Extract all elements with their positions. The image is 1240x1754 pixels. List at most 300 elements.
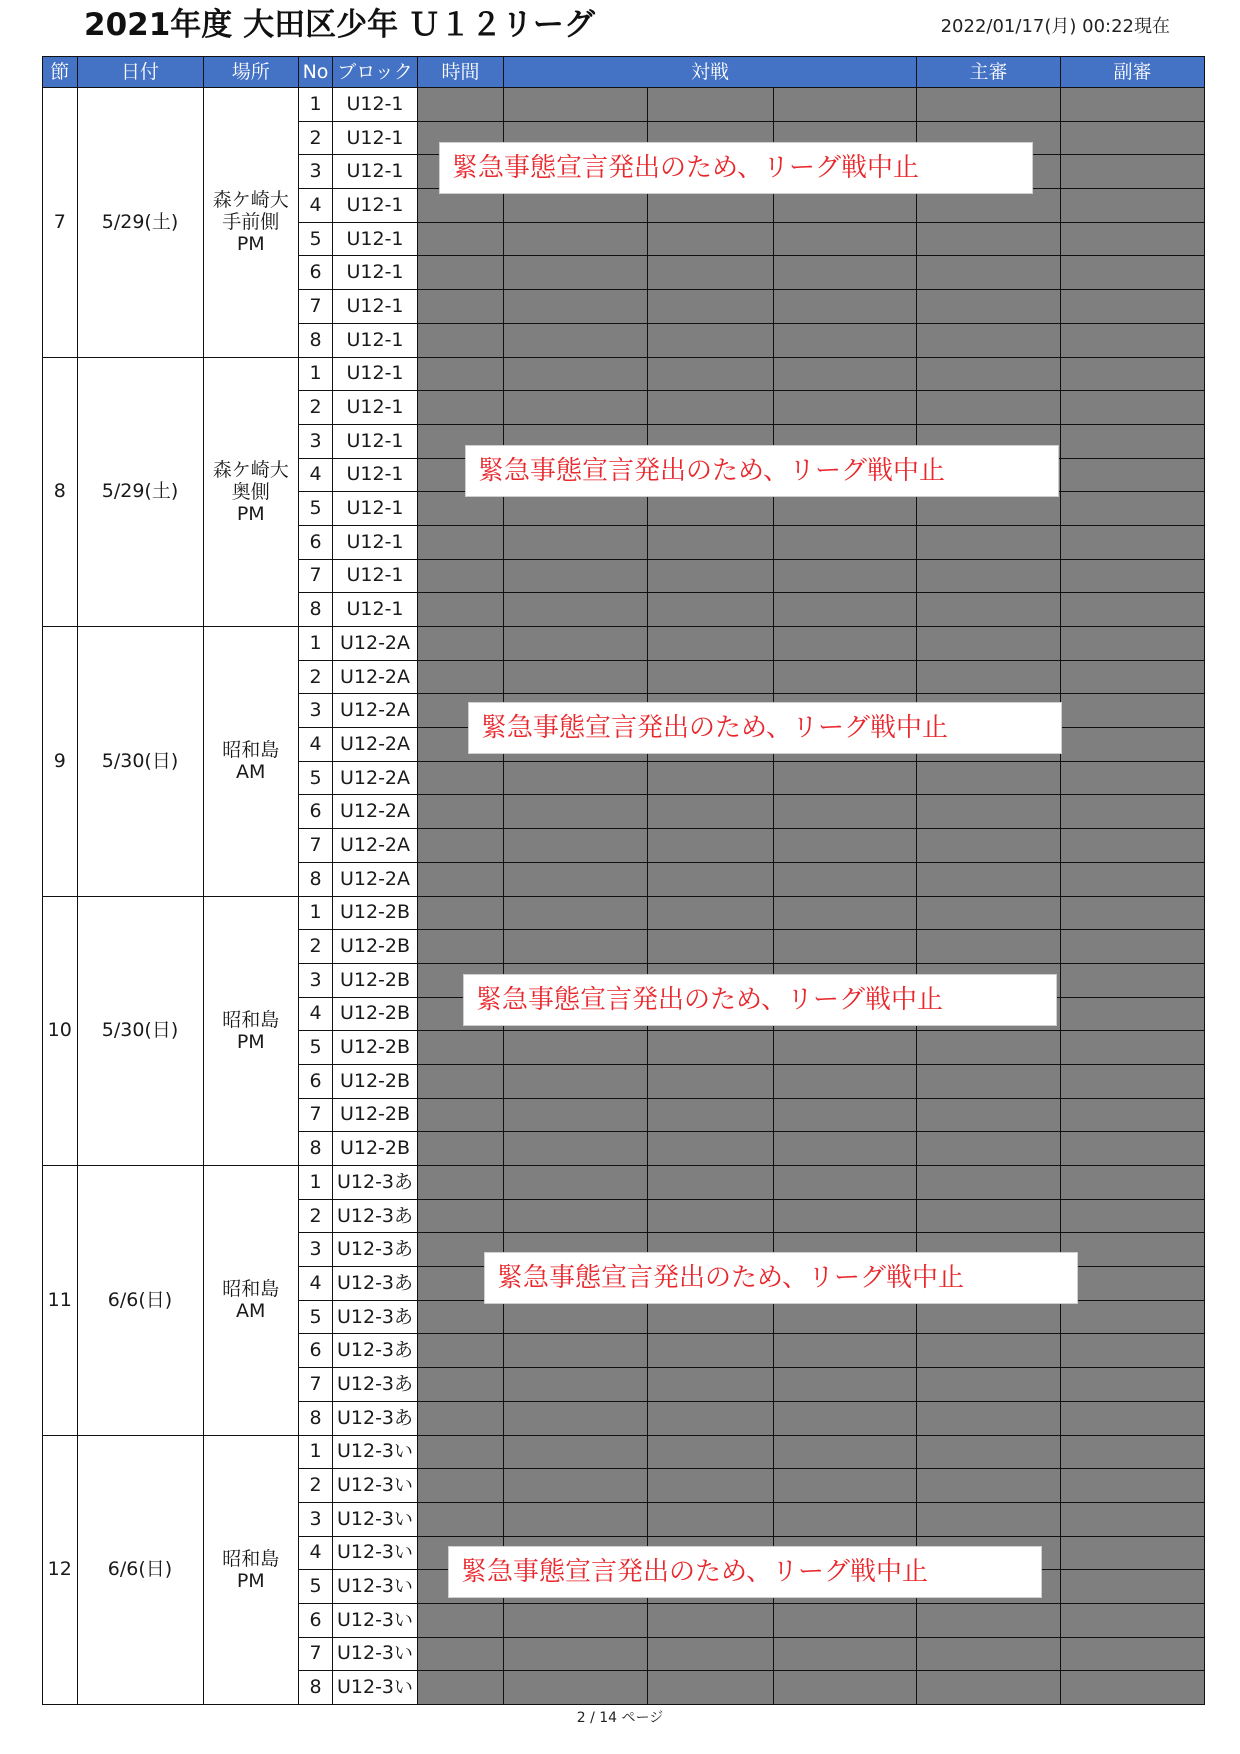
block-cell: U12-1 xyxy=(333,121,418,155)
assistant-referee-cell xyxy=(1061,1031,1205,1065)
block-cell: U12-1 xyxy=(333,458,418,492)
match-cell xyxy=(774,357,917,391)
assistant-referee-cell xyxy=(1061,1603,1205,1637)
match-cell xyxy=(504,88,648,122)
match-no-cell: 8 xyxy=(299,1132,333,1166)
time-cell xyxy=(418,1031,504,1065)
match-cell xyxy=(504,256,648,290)
time-cell xyxy=(418,1098,504,1132)
block-cell: U12-2B xyxy=(333,1132,418,1166)
match-no-cell: 8 xyxy=(299,1401,333,1435)
cancellation-notice: 緊急事態宣言発出のため、リーグ戦中止 xyxy=(465,445,1059,497)
match-no-cell: 1 xyxy=(299,627,333,661)
match-cell xyxy=(504,1671,648,1705)
match-cell xyxy=(504,1637,648,1671)
header-referee: 主審 xyxy=(917,57,1061,88)
match-no-cell: 5 xyxy=(299,222,333,256)
match-cell xyxy=(504,1132,648,1166)
match-row xyxy=(43,1166,1205,1200)
match-no-cell: 4 xyxy=(299,458,333,492)
venue-line: 手前側 xyxy=(222,211,280,234)
block-cell: U12-2B xyxy=(333,1064,418,1098)
block-cell: U12-2B xyxy=(333,1098,418,1132)
match-cell xyxy=(648,256,774,290)
match-cell xyxy=(648,290,774,324)
match-cell xyxy=(648,222,774,256)
referee-cell xyxy=(917,256,1061,290)
assistant-referee-cell xyxy=(1061,1671,1205,1705)
time-cell xyxy=(418,795,504,829)
time-cell xyxy=(418,1637,504,1671)
time-cell xyxy=(418,1199,504,1233)
match-no-cell: 2 xyxy=(299,121,333,155)
match-row xyxy=(43,88,1205,122)
referee-cell xyxy=(917,1502,1061,1536)
referee-cell xyxy=(917,593,1061,627)
block-cell: U12-2B xyxy=(333,997,418,1031)
referee-cell xyxy=(917,222,1061,256)
time-cell xyxy=(418,323,504,357)
block-cell: U12-1 xyxy=(333,256,418,290)
assistant-referee-cell xyxy=(1061,761,1205,795)
block-cell: U12-3あ xyxy=(333,1401,418,1435)
match-cell xyxy=(648,930,774,964)
match-cell xyxy=(648,1435,774,1469)
match-cell xyxy=(504,829,648,863)
schedule-body xyxy=(43,88,1205,1705)
match-cell xyxy=(648,1637,774,1671)
header-match: 対戦 xyxy=(504,57,917,88)
match-no-cell: 6 xyxy=(299,1603,333,1637)
match-no-cell: 1 xyxy=(299,357,333,391)
match-no-cell: 2 xyxy=(299,930,333,964)
round-number-cell: 11 xyxy=(43,1166,78,1436)
time-cell xyxy=(418,290,504,324)
cancellation-notice: 緊急事態宣言発出のため、リーグ戦中止 xyxy=(463,974,1057,1026)
table-header-row xyxy=(43,57,1205,88)
block-cell: U12-3あ xyxy=(333,1199,418,1233)
match-cell xyxy=(504,222,648,256)
match-cell xyxy=(648,1334,774,1368)
referee-cell xyxy=(917,525,1061,559)
match-row xyxy=(43,357,1205,391)
referee-cell xyxy=(917,1098,1061,1132)
assistant-referee-cell xyxy=(1061,896,1205,930)
venue-line: PM xyxy=(236,502,265,525)
match-cell xyxy=(648,1098,774,1132)
date-cell: 5/29(土) xyxy=(77,88,203,358)
match-cell xyxy=(504,1469,648,1503)
block-cell: U12-2A xyxy=(333,795,418,829)
match-cell xyxy=(648,1031,774,1065)
match-no-cell: 2 xyxy=(299,660,333,694)
referee-cell xyxy=(917,1469,1061,1503)
match-no-cell: 2 xyxy=(299,391,333,425)
match-cell xyxy=(774,559,917,593)
page-number: 2 / 14 ページ xyxy=(576,1710,664,1726)
match-cell xyxy=(774,323,917,357)
match-cell xyxy=(774,1132,917,1166)
match-cell xyxy=(504,1031,648,1065)
match-cell xyxy=(774,88,917,122)
block-cell: U12-3あ xyxy=(333,1368,418,1402)
venue-line: 昭和島 xyxy=(222,739,280,762)
match-cell xyxy=(774,627,917,661)
assistant-referee-cell xyxy=(1061,660,1205,694)
match-cell xyxy=(504,1502,648,1536)
match-cell xyxy=(648,829,774,863)
cancellation-notice: 緊急事態宣言発出のため、リーグ戦中止 xyxy=(484,1252,1078,1304)
block-cell: U12-2B xyxy=(333,963,418,997)
match-cell xyxy=(504,1166,648,1200)
block-cell: U12-1 xyxy=(333,593,418,627)
assistant-referee-cell xyxy=(1061,189,1205,223)
time-cell xyxy=(418,761,504,795)
match-cell xyxy=(504,559,648,593)
assistant-referee-cell xyxy=(1061,492,1205,526)
match-cell xyxy=(648,1199,774,1233)
match-no-cell: 3 xyxy=(299,694,333,728)
cancellation-notice: 緊急事態宣言発出のため、リーグ戦中止 xyxy=(448,1546,1042,1598)
referee-cell xyxy=(917,391,1061,425)
assistant-referee-cell xyxy=(1061,1469,1205,1503)
match-cell xyxy=(648,1300,774,1334)
assistant-referee-cell xyxy=(1061,1401,1205,1435)
round-number-cell: 10 xyxy=(43,896,78,1166)
referee-cell xyxy=(917,1401,1061,1435)
assistant-referee-cell xyxy=(1061,862,1205,896)
assistant-referee-cell xyxy=(1061,694,1205,728)
match-cell xyxy=(774,1637,917,1671)
block-cell: U12-2A xyxy=(333,627,418,661)
match-cell xyxy=(774,1502,917,1536)
match-no-cell: 8 xyxy=(299,1671,333,1705)
time-cell xyxy=(418,525,504,559)
match-cell xyxy=(648,1401,774,1435)
assistant-referee-cell xyxy=(1061,323,1205,357)
assistant-referee-cell xyxy=(1061,525,1205,559)
match-no-cell: 6 xyxy=(299,795,333,829)
block-cell: U12-3い xyxy=(333,1435,418,1469)
match-cell xyxy=(504,761,648,795)
block-cell: U12-1 xyxy=(333,189,418,223)
venue-line: 森ケ崎大 xyxy=(212,458,289,481)
time-cell xyxy=(418,593,504,627)
time-cell xyxy=(418,862,504,896)
match-no-cell: 1 xyxy=(299,1435,333,1469)
time-cell xyxy=(418,391,504,425)
match-no-cell: 3 xyxy=(299,424,333,458)
match-cell xyxy=(504,1603,648,1637)
time-cell xyxy=(418,1671,504,1705)
assistant-referee-cell xyxy=(1061,1199,1205,1233)
match-no-cell: 7 xyxy=(299,1637,333,1671)
block-cell: U12-1 xyxy=(333,290,418,324)
referee-cell xyxy=(917,930,1061,964)
assistant-referee-cell xyxy=(1061,1570,1205,1604)
match-cell xyxy=(648,761,774,795)
block-cell: U12-1 xyxy=(333,424,418,458)
match-cell xyxy=(774,222,917,256)
venue-line: AM xyxy=(236,761,266,784)
match-row xyxy=(43,896,1205,930)
referee-cell xyxy=(917,829,1061,863)
match-cell xyxy=(648,525,774,559)
block-cell: U12-2B xyxy=(333,1031,418,1065)
assistant-referee-cell xyxy=(1061,357,1205,391)
venue-line: 昭和島 xyxy=(222,1008,280,1031)
block-cell: U12-2B xyxy=(333,930,418,964)
referee-cell xyxy=(917,1064,1061,1098)
time-cell xyxy=(418,256,504,290)
referee-cell xyxy=(917,1637,1061,1671)
assistant-referee-cell xyxy=(1061,1166,1205,1200)
time-cell xyxy=(418,1064,504,1098)
match-cell xyxy=(774,1401,917,1435)
time-cell xyxy=(418,357,504,391)
block-cell: U12-2A xyxy=(333,862,418,896)
match-no-cell: 6 xyxy=(299,1334,333,1368)
match-cell xyxy=(774,1435,917,1469)
referee-cell xyxy=(917,1132,1061,1166)
block-cell: U12-2B xyxy=(333,896,418,930)
time-cell xyxy=(418,88,504,122)
venue-line: PM xyxy=(236,1030,265,1053)
match-cell xyxy=(504,1401,648,1435)
time-cell xyxy=(418,829,504,863)
match-no-cell: 3 xyxy=(299,963,333,997)
match-cell xyxy=(774,795,917,829)
block-cell: U12-3あ xyxy=(333,1233,418,1267)
referee-cell xyxy=(917,290,1061,324)
match-no-cell: 8 xyxy=(299,593,333,627)
referee-cell xyxy=(917,862,1061,896)
match-no-cell: 5 xyxy=(299,1570,333,1604)
match-no-cell: 8 xyxy=(299,862,333,896)
assistant-referee-cell xyxy=(1061,1435,1205,1469)
match-cell xyxy=(774,1671,917,1705)
assistant-referee-cell xyxy=(1061,627,1205,661)
match-cell xyxy=(648,795,774,829)
assistant-referee-cell xyxy=(1061,155,1205,189)
assistant-referee-cell xyxy=(1061,997,1205,1031)
round-number-cell: 12 xyxy=(43,1435,78,1705)
match-cell xyxy=(648,357,774,391)
date-cell: 5/30(日) xyxy=(77,896,203,1166)
header-no: No xyxy=(299,57,333,88)
referee-cell xyxy=(917,1334,1061,1368)
block-cell: U12-3い xyxy=(333,1469,418,1503)
match-cell xyxy=(774,829,917,863)
referee-cell xyxy=(917,795,1061,829)
block-cell: U12-2A xyxy=(333,829,418,863)
match-cell xyxy=(774,1031,917,1065)
match-no-cell: 8 xyxy=(299,323,333,357)
match-cell xyxy=(774,1368,917,1402)
referee-cell xyxy=(917,559,1061,593)
match-cell xyxy=(648,1064,774,1098)
block-cell: U12-1 xyxy=(333,357,418,391)
referee-cell xyxy=(917,1166,1061,1200)
block-cell: U12-3い xyxy=(333,1603,418,1637)
block-cell: U12-1 xyxy=(333,525,418,559)
match-no-cell: 1 xyxy=(299,896,333,930)
match-cell xyxy=(504,1199,648,1233)
match-cell xyxy=(774,391,917,425)
venue-cell xyxy=(203,1166,299,1436)
match-no-cell: 5 xyxy=(299,1031,333,1065)
time-cell xyxy=(418,1166,504,1200)
match-no-cell: 5 xyxy=(299,1300,333,1334)
match-no-cell: 2 xyxy=(299,1469,333,1503)
header-block: ブロック xyxy=(333,57,418,88)
assistant-referee-cell xyxy=(1061,424,1205,458)
match-cell xyxy=(774,862,917,896)
time-cell xyxy=(418,627,504,661)
match-cell xyxy=(774,1300,917,1334)
assistant-referee-cell xyxy=(1061,930,1205,964)
match-cell xyxy=(648,1368,774,1402)
match-cell xyxy=(774,1064,917,1098)
referee-cell xyxy=(917,1031,1061,1065)
time-cell xyxy=(418,1300,504,1334)
time-cell xyxy=(418,1502,504,1536)
match-no-cell: 7 xyxy=(299,290,333,324)
match-no-cell: 7 xyxy=(299,1098,333,1132)
referee-cell xyxy=(917,896,1061,930)
block-cell: U12-2A xyxy=(333,660,418,694)
time-cell xyxy=(418,1435,504,1469)
match-no-cell: 3 xyxy=(299,1233,333,1267)
block-cell: U12-1 xyxy=(333,492,418,526)
match-cell xyxy=(774,1098,917,1132)
date-cell: 6/6(日) xyxy=(77,1435,203,1705)
time-cell xyxy=(418,559,504,593)
match-no-cell: 7 xyxy=(299,1368,333,1402)
match-cell xyxy=(504,290,648,324)
assistant-referee-cell xyxy=(1061,1132,1205,1166)
referee-cell xyxy=(917,1300,1061,1334)
block-cell: U12-3あ xyxy=(333,1300,418,1334)
match-no-cell: 1 xyxy=(299,88,333,122)
match-no-cell: 4 xyxy=(299,997,333,1031)
round-number-cell: 8 xyxy=(43,357,78,627)
venue-line: 森ケ崎大 xyxy=(212,189,289,212)
time-cell xyxy=(418,896,504,930)
venue-line: PM xyxy=(236,1569,265,1592)
block-cell: U12-3い xyxy=(333,1637,418,1671)
block-cell: U12-3い xyxy=(333,1536,418,1570)
match-cell xyxy=(774,256,917,290)
match-cell xyxy=(774,1603,917,1637)
assistant-referee-cell xyxy=(1061,458,1205,492)
match-cell xyxy=(774,1166,917,1200)
assistant-referee-cell xyxy=(1061,88,1205,122)
venue-cell xyxy=(203,1435,299,1705)
match-cell xyxy=(648,1132,774,1166)
match-cell xyxy=(504,1098,648,1132)
venue-line: 昭和島 xyxy=(222,1547,280,1570)
time-cell xyxy=(418,1603,504,1637)
page-title: 2021年度 大田区少年 Ｕ１２リーグ xyxy=(84,7,595,43)
assistant-referee-cell xyxy=(1061,121,1205,155)
match-no-cell: 5 xyxy=(299,492,333,526)
time-cell xyxy=(418,930,504,964)
match-cell xyxy=(774,593,917,627)
block-cell: U12-1 xyxy=(333,323,418,357)
assistant-referee-cell xyxy=(1061,1098,1205,1132)
match-cell xyxy=(504,593,648,627)
match-cell xyxy=(504,1435,648,1469)
match-cell xyxy=(774,1334,917,1368)
referee-cell xyxy=(917,1199,1061,1233)
referee-cell xyxy=(917,627,1061,661)
block-cell: U12-2A xyxy=(333,694,418,728)
cancellation-notice: 緊急事態宣言発出のため、リーグ戦中止 xyxy=(439,142,1033,194)
block-cell: U12-3あ xyxy=(333,1334,418,1368)
assistant-referee-cell xyxy=(1061,728,1205,762)
block-cell: U12-2A xyxy=(333,761,418,795)
assistant-referee-cell xyxy=(1061,829,1205,863)
block-cell: U12-3い xyxy=(333,1570,418,1604)
match-row xyxy=(43,627,1205,661)
venue-cell xyxy=(203,357,299,627)
referee-cell xyxy=(917,660,1061,694)
block-cell: U12-3い xyxy=(333,1671,418,1705)
match-cell xyxy=(648,862,774,896)
match-cell xyxy=(504,323,648,357)
match-no-cell: 4 xyxy=(299,1536,333,1570)
match-cell xyxy=(648,323,774,357)
match-cell xyxy=(774,896,917,930)
match-no-cell: 1 xyxy=(299,1166,333,1200)
block-cell: U12-1 xyxy=(333,559,418,593)
match-no-cell: 4 xyxy=(299,1267,333,1301)
cancellation-notice: 緊急事態宣言発出のため、リーグ戦中止 xyxy=(468,702,1062,754)
match-cell xyxy=(648,593,774,627)
time-cell xyxy=(418,1401,504,1435)
time-cell xyxy=(418,1132,504,1166)
assistant-referee-cell xyxy=(1061,1502,1205,1536)
match-cell xyxy=(648,88,774,122)
header-time: 時間 xyxy=(418,57,504,88)
match-cell xyxy=(648,896,774,930)
match-cell xyxy=(504,525,648,559)
header-date: 日付 xyxy=(77,57,203,88)
match-no-cell: 2 xyxy=(299,1199,333,1233)
assistant-referee-cell xyxy=(1061,1536,1205,1570)
block-cell: U12-3あ xyxy=(333,1166,418,1200)
assistant-referee-cell xyxy=(1061,963,1205,997)
schedule-table xyxy=(42,56,1205,1705)
venue-line: 昭和島 xyxy=(222,1278,280,1301)
assistant-referee-cell xyxy=(1061,290,1205,324)
match-cell xyxy=(774,660,917,694)
block-cell: U12-1 xyxy=(333,391,418,425)
match-no-cell: 3 xyxy=(299,1502,333,1536)
assistant-referee-cell xyxy=(1061,1300,1205,1334)
date-cell: 5/29(土) xyxy=(77,357,203,627)
assistant-referee-cell xyxy=(1061,222,1205,256)
block-cell: U12-3あ xyxy=(333,1267,418,1301)
match-cell xyxy=(504,1368,648,1402)
match-cell xyxy=(648,627,774,661)
assistant-referee-cell xyxy=(1061,795,1205,829)
match-cell xyxy=(504,930,648,964)
assistant-referee-cell xyxy=(1061,1637,1205,1671)
assistant-referee-cell xyxy=(1061,559,1205,593)
match-cell xyxy=(648,559,774,593)
